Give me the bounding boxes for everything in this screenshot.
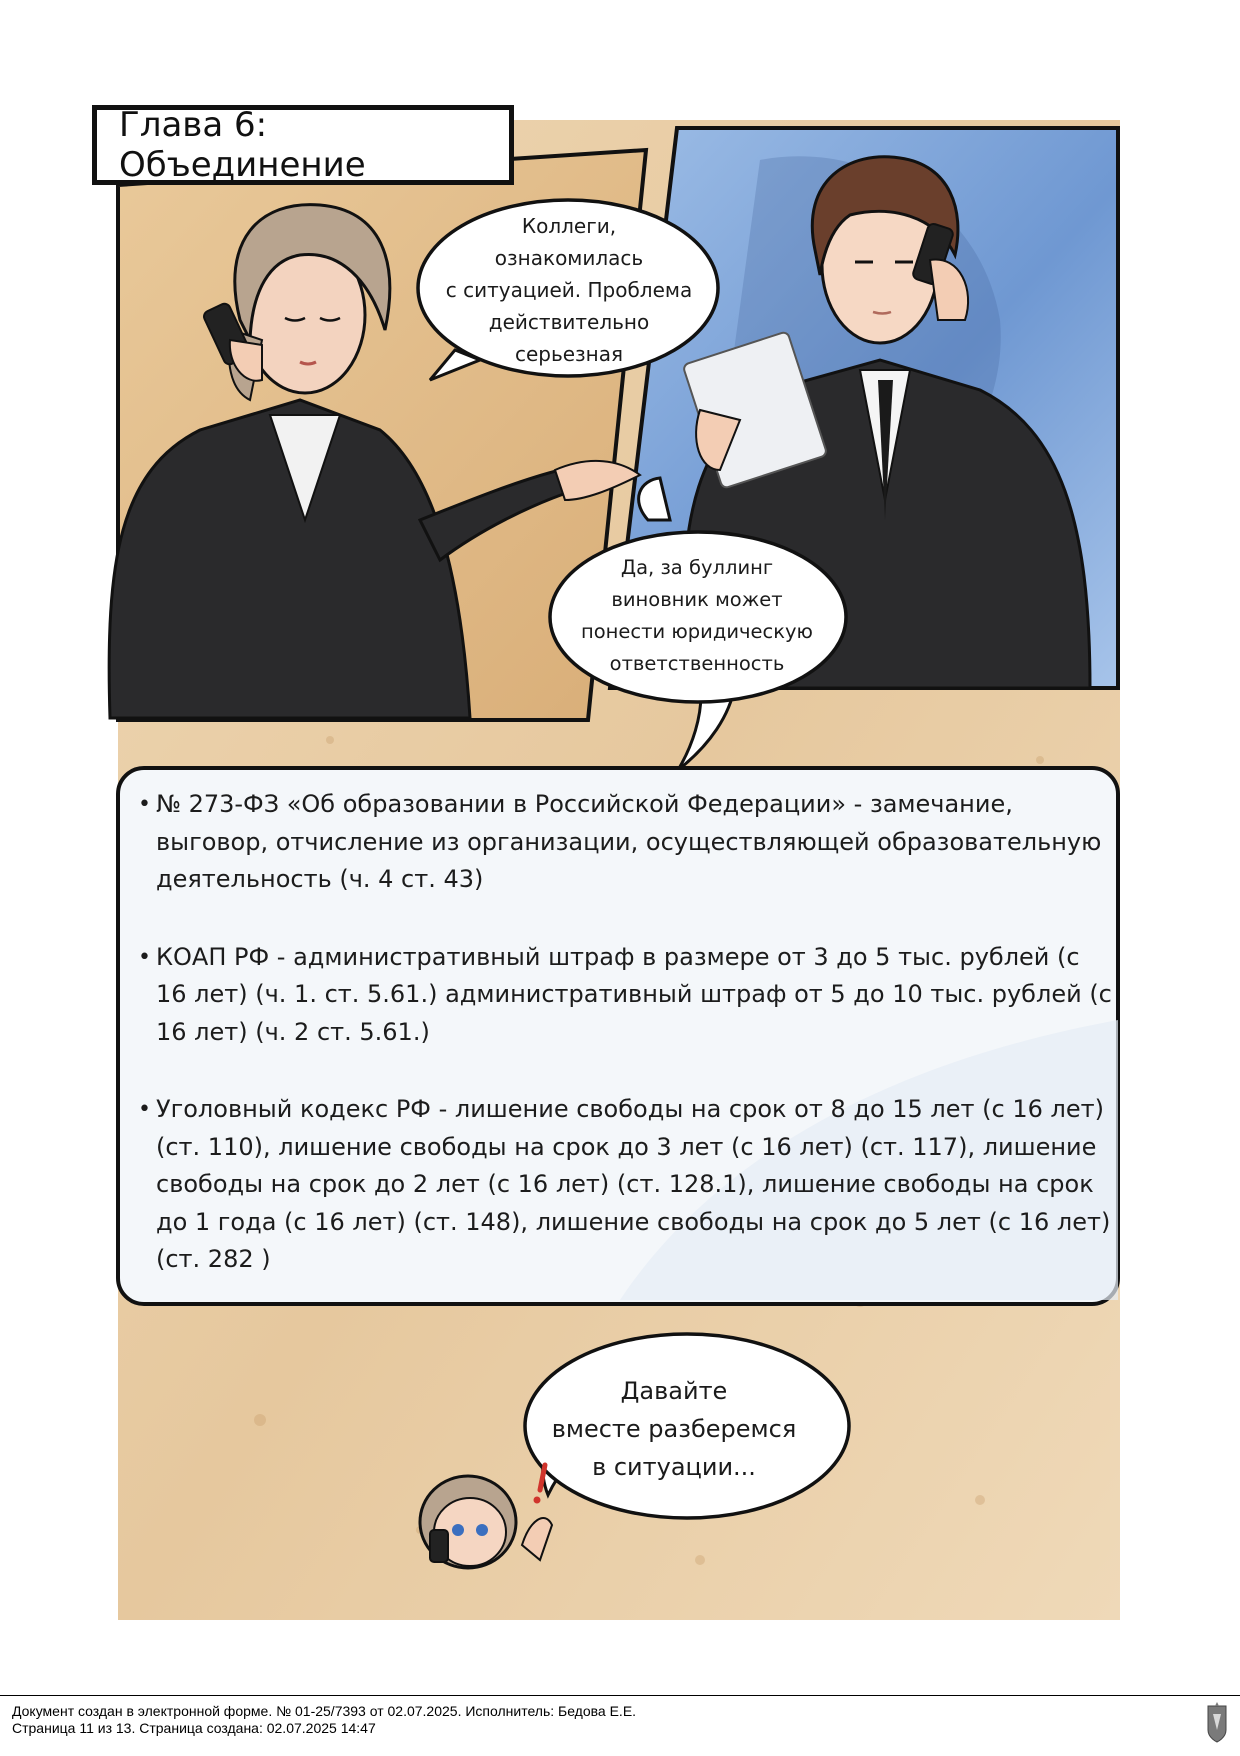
bubble-line: серьезная <box>514 342 624 366</box>
bubble-line: виновник может <box>611 588 783 611</box>
law-list <box>138 786 1114 1319</box>
law-item: • № 273-ФЗ «Об образовании в Российской Федерации» - замечание, выговор, отчисление из организации, осуществляющей образовательную деятельность (ч. 4 ст. 43) <box>138 786 1114 899</box>
bubble-line: вместе разберемся <box>551 1415 797 1443</box>
bubble-line: Коллеги, <box>521 214 617 238</box>
bubble-line: Давайте <box>620 1377 728 1405</box>
chapter-title: Глава 6: Объединение <box>92 105 514 185</box>
bubble-line: понести юридическую <box>581 620 813 643</box>
bubble-line: ответственность <box>609 652 785 675</box>
law-item: • Уголовный кодекс РФ - лишение свободы на срок от 8 до 15 лет (с 16 лет) (ст. 110), лишение свободы на срок до 3 лет (с 16 лет) (ст. 117), лишение свободы на срок до 2 лет (с 16 лет) (ст. 128.1), лишение свободы на срок до 1 года (с 16 лет) (ст. 148), лишение свободы на срок до 5 лет (с 16 лет) (ст. 282 ) <box>138 1091 1114 1279</box>
bubble-narrator <box>536 1372 812 1486</box>
footer-document-info: Документ создан в электронной форме. № 01-25/7393 от 02.07.2025. Исполнитель: Бедова Е.Е. <box>12 1703 637 1719</box>
bubble-woman <box>428 210 710 370</box>
bubble-line: в ситуации... <box>592 1453 756 1481</box>
bubble-line: Да, за буллинг <box>620 556 774 579</box>
law-item: • КОАП РФ - административный штраф в размере от 3 до 5 тыс. рублей (с 16 лет) (ч. 1. ст. 5.61.) административный штраф от 5 до 10 тыс. рублей (с 16 лет) (ч. 2 ст. 5.61.) <box>138 939 1114 1052</box>
bubble-man <box>560 552 834 680</box>
bubble-line: с ситуацией. Проблема <box>445 278 693 302</box>
footer-page-info: Страница 11 из 13. Страница создана: 02.07.2025 14:47 <box>12 1720 376 1736</box>
document-footer <box>0 1695 1240 1756</box>
coat-of-arms-icon <box>1205 1700 1229 1744</box>
bubble-line: действительно <box>488 310 650 334</box>
bubble-line: ознакомилась <box>494 246 644 270</box>
